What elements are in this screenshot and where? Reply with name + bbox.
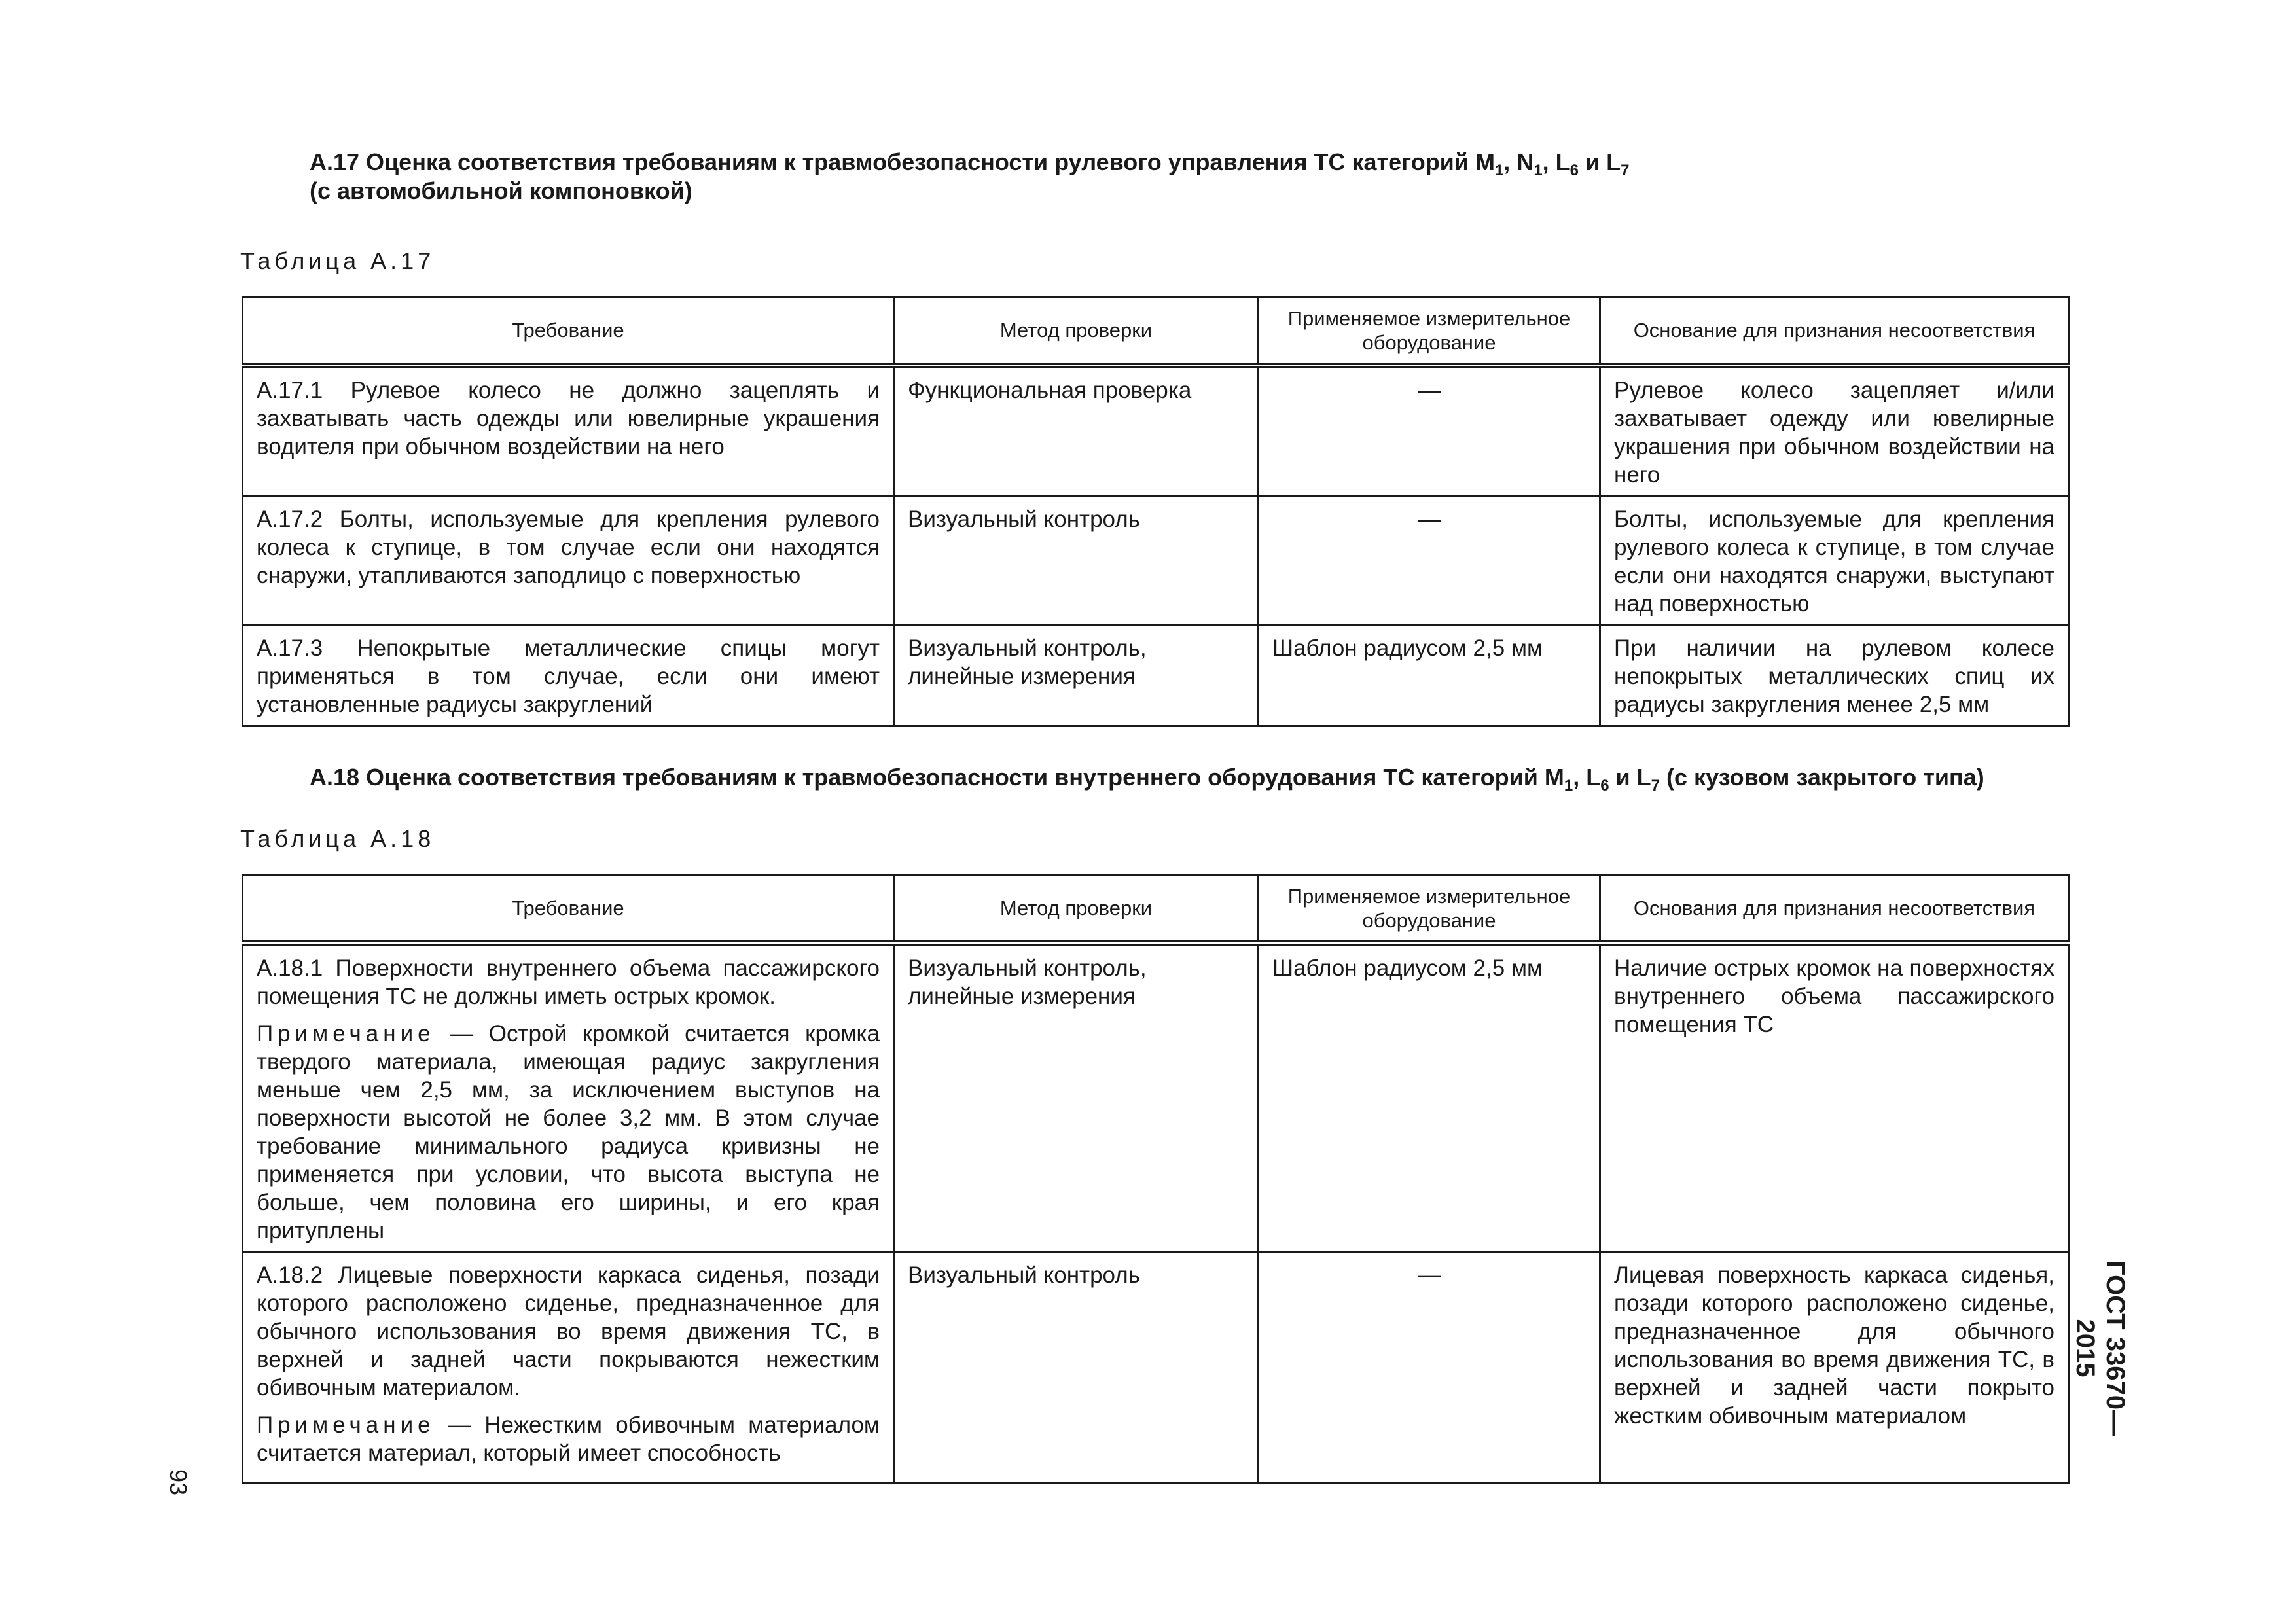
table-row bbox=[243, 366, 2069, 497]
cell-requirement bbox=[243, 1253, 894, 1483]
header-method: Метод проверки bbox=[894, 875, 1259, 944]
requirement-text: А.18.1 Поверхности внутреннего объема пассажирского помещения ТС не должны иметь острых кромок. bbox=[257, 955, 880, 1009]
note-label: Примечание bbox=[257, 1412, 435, 1438]
header-basis: Основание для признания несоответствия bbox=[1600, 297, 2069, 366]
cell-method: Визуальный контроль bbox=[894, 497, 1259, 626]
cell-method: Визуальный контроль, линейные измерения bbox=[894, 944, 1259, 1253]
table-row bbox=[243, 497, 2069, 626]
note-text: — Острой кромкой считается кромка твердого материала, имеющая радиус закругления меньше чем 2,5 мм, за исключением выступов на поверхности высотой не более 3,2 мм. В этом случае требование минимального радиуса кривизны не применяется при условии, что высота выступа не больше, чем половина его ширины, и его края притуплены bbox=[257, 1021, 880, 1243]
table-a17-caption: Таблица А.17 bbox=[240, 247, 435, 274]
cell-requirement: А.17.2 Болты, используемые для крепления рулевого колеса к ступице, в том случае если они находятся снаружи, утапливаются заподлицо с поверхностью bbox=[243, 497, 894, 626]
table-row bbox=[243, 944, 2069, 1253]
cell-equipment: Шаблон радиусом 2,5 мм bbox=[1259, 626, 1600, 726]
cell-basis: Болты, используемые для крепления рулевого колеса к ступице, в том случае если они находятся снаружи, выступают над поверхностью bbox=[1600, 497, 2069, 626]
cell-requirement: А.17.3 Непокрытые металлические спицы могут применяться в том случае, если они имеют установленные радиусы закруглений bbox=[243, 626, 894, 726]
table-a18 bbox=[242, 874, 2070, 1484]
header-basis: Основания для признания несоответствия bbox=[1600, 875, 2069, 944]
section-a17-heading: А.17 Оценка соответствия требованиям к травмобезопасности рулевого управления ТС категорий $M_1$, $N_1$, $L_6$ и $L_7$ (с автомобильной компоновкой) bbox=[310, 149, 1630, 204]
requirement-text: А.18.2 Лицевые поверхности каркаса сиденья, позади которого расположено сиденье, предназначенное для обычного использования во время движения ТС, в верхней и задней части покрываются нежестким обивочным материалом. bbox=[257, 1262, 880, 1400]
cell-method: Функциональная проверка bbox=[894, 366, 1259, 497]
cell-method: Визуальный контроль bbox=[894, 1253, 1259, 1483]
cell-basis: Рулевое колесо зацепляет и/или захватывает одежду или ювелирные украшения при обычном воздействии на него bbox=[1600, 366, 2069, 497]
cell-method: Визуальный контроль, линейные измерения bbox=[894, 626, 1259, 726]
cell-basis: Лицевая поверхность каркаса сиденья, позади которого расположено сиденье, предназначенное для обычного использования во время движения ТС, в верхней и задней части покрыто жестким обивочным материалом bbox=[1600, 1253, 2069, 1483]
header-equipment: Применяемое измерительное оборудование bbox=[1259, 297, 1600, 366]
table-row bbox=[243, 626, 2069, 726]
cell-basis: Наличие острых кромок на поверхностях внутреннего объема пассажирского помещения ТС bbox=[1600, 944, 2069, 1253]
cell-equipment: Шаблон радиусом 2,5 мм bbox=[1259, 944, 1600, 1253]
section-a18-heading: А.18 Оценка соответствия требованиям к травмобезопасности внутреннего оборудования ТС категорий $M_1$, $L_6$ и $L_7$ (с кузовом закрытого типа) bbox=[310, 764, 1984, 794]
page-number: 93 bbox=[165, 1469, 192, 1496]
cell-equipment: — bbox=[1259, 1253, 1600, 1483]
table-a18-caption: Таблица А.18 bbox=[240, 825, 435, 852]
note-text: — Нежестким обивочным материалом считается материал, который имеет способность bbox=[257, 1412, 880, 1466]
table-header-row bbox=[243, 875, 2069, 944]
header-equipment: Применяемое измерительное оборудование bbox=[1259, 875, 1600, 944]
header-method: Метод проверки bbox=[894, 297, 1259, 366]
cell-equipment: — bbox=[1259, 366, 1600, 497]
requirement-note bbox=[257, 1020, 880, 1245]
requirement-note bbox=[257, 1411, 880, 1467]
cell-equipment: — bbox=[1259, 497, 1600, 626]
standard-code: ГОСТ 33670—2015 bbox=[2071, 1260, 2130, 1436]
cell-requirement: А.17.1 Рулевое колесо не должно зацеплять и захватывать часть одежды или ювелирные украшения водителя при обычном воздействии на него bbox=[243, 366, 894, 497]
table-row bbox=[243, 1253, 2069, 1483]
note-label: Примечание bbox=[257, 1021, 435, 1046]
cell-requirement bbox=[243, 944, 894, 1253]
cell-basis: При наличии на рулевом колесе непокрытых металлических спиц их радиусы закругления менее 2,5 мм bbox=[1600, 626, 2069, 726]
table-header-row bbox=[243, 297, 2069, 366]
header-requirement: Требование bbox=[243, 297, 894, 366]
header-requirement: Требование bbox=[243, 875, 894, 944]
table-a17 bbox=[242, 296, 2070, 727]
